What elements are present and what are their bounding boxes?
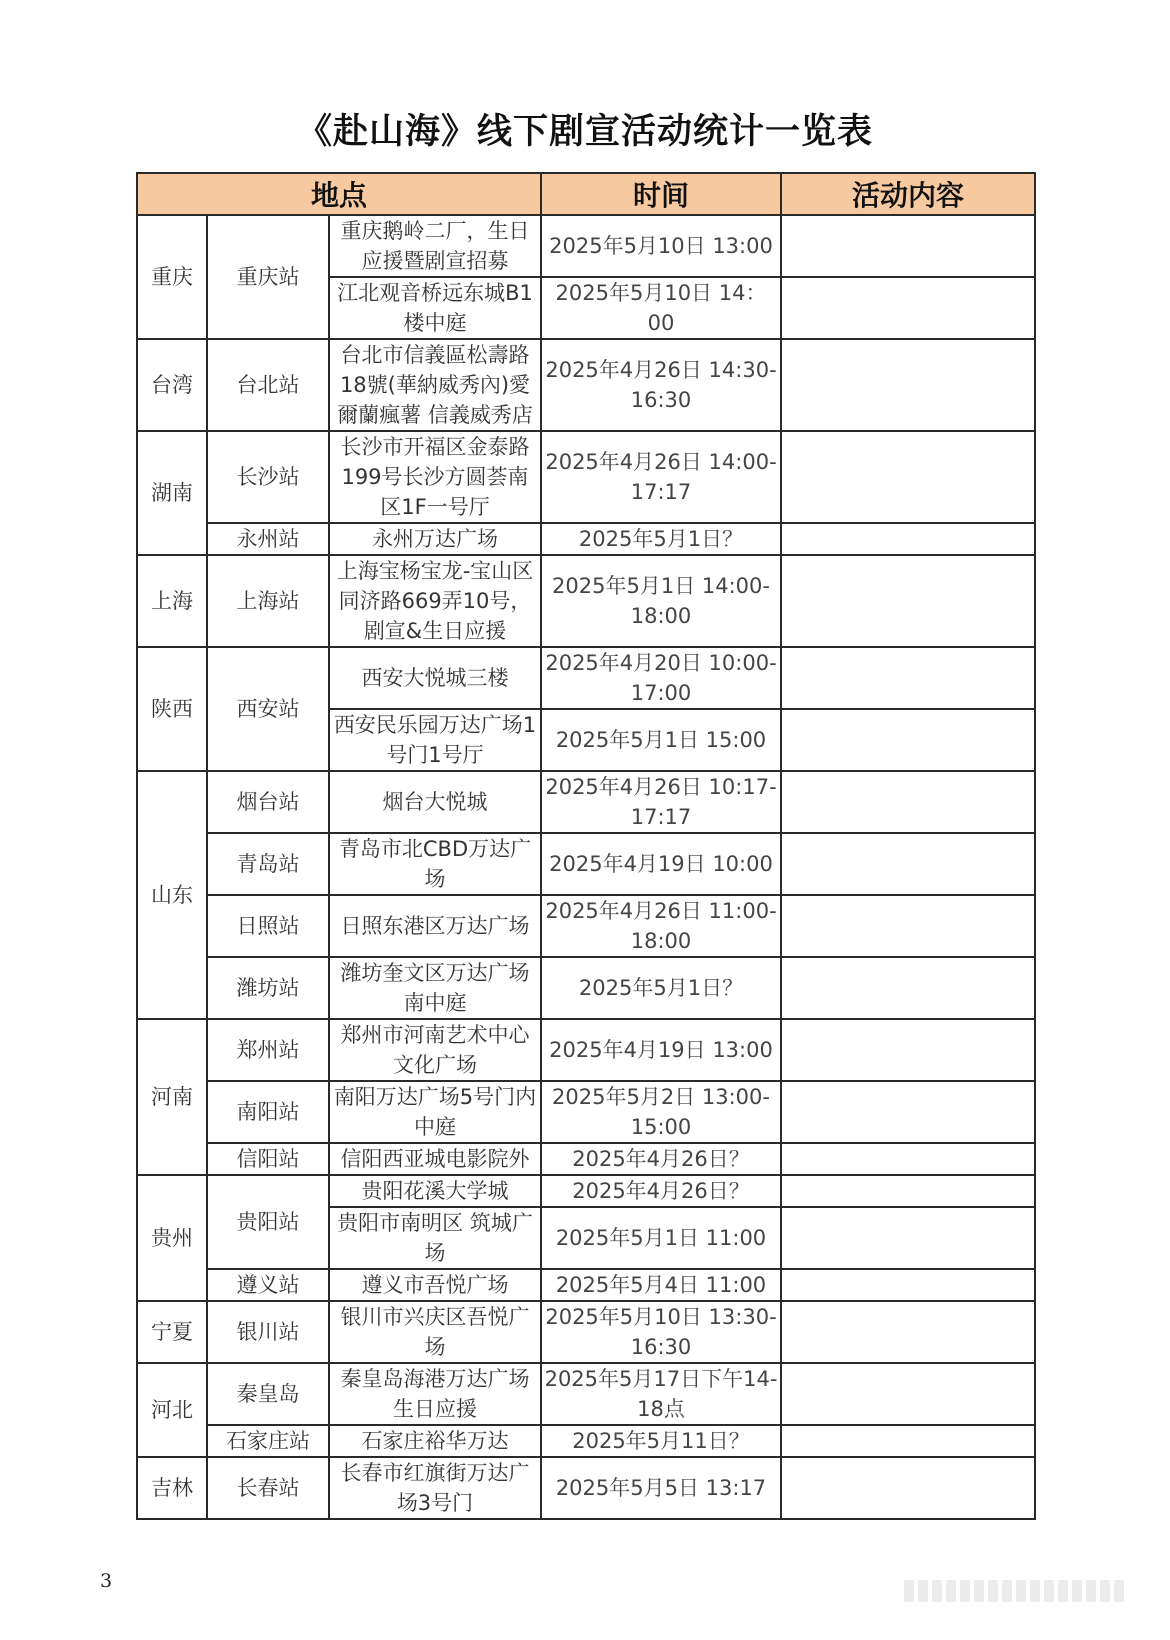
time-cell: 2025年5月17日下午14-18点 [541,1363,781,1425]
activity-table [136,172,1036,1520]
venue-cell: 贵阳市南明区 筑城广场 [329,1207,541,1269]
time-cell: 2025年5月1日 15:00 [541,709,781,771]
province-cell: 上海 [137,555,207,647]
time-cell: 2025年4月26日 11:00-18:00 [541,895,781,957]
province-cell: 河北 [137,1363,207,1457]
station-cell: 台北站 [207,339,329,431]
venue-cell: 秦皇岛海港万达广场生日应援 [329,1363,541,1425]
venue-cell: 青岛市北CBD万达广场 [329,833,541,895]
venue-cell: 台北市信義區松壽路18號(華納威秀內)愛爾蘭瘋薯 信義威秀店 [329,339,541,431]
venue-cell: 郑州市河南艺术中心文化广场 [329,1019,541,1081]
content-cell [781,1081,1035,1143]
venue-cell: 长春市红旗街万达广场3号门 [329,1457,541,1519]
province-cell: 宁夏 [137,1301,207,1363]
content-cell [781,1269,1035,1301]
table-row [137,215,1035,277]
table-row [137,1301,1035,1363]
venue-cell: 江北观音桥远东城B1楼中庭 [329,277,541,339]
content-cell [781,771,1035,833]
page-number: 3 [100,1570,113,1592]
station-cell: 日照站 [207,895,329,957]
content-cell [781,1175,1035,1207]
time-cell: 2025年5月1日 14:00-18:00 [541,555,781,647]
time-cell: 2025年5月1日 11:00 [541,1207,781,1269]
time-cell: 2025年4月19日 13:00 [541,1019,781,1081]
station-cell: 烟台站 [207,771,329,833]
venue-cell: 重庆鹅岭二厂，生日应援暨剧宣招募 [329,215,541,277]
header-time: 时间 [541,173,781,215]
table-row [137,833,1035,895]
province-cell: 湖南 [137,431,207,555]
station-cell: 上海站 [207,555,329,647]
content-cell [781,523,1035,555]
time-cell: 2025年5月5日 13:17 [541,1457,781,1519]
time-cell: 2025年4月26日 14:30-16:30 [541,339,781,431]
time-cell: 2025年5月10日 13:00 [541,215,781,277]
province-cell: 吉林 [137,1457,207,1519]
station-cell: 贵阳站 [207,1175,329,1269]
venue-cell: 烟台大悦城 [329,771,541,833]
venue-cell: 日照东港区万达广场 [329,895,541,957]
time-cell: 2025年4月26日？ [541,1143,781,1175]
content-cell [781,957,1035,1019]
table-row [137,1425,1035,1457]
venue-cell: 潍坊奎文区万达广场南中庭 [329,957,541,1019]
time-cell: 2025年5月1日？ [541,523,781,555]
venue-cell: 长沙市开福区金泰路199号长沙方圆荟南区1F一号厅 [329,431,541,523]
header-location: 地点 [137,173,541,215]
content-cell [781,1143,1035,1175]
content-cell [781,431,1035,523]
time-cell: 2025年4月26日 14:00-17:17 [541,431,781,523]
venue-cell: 西安民乐园万达广场1号门1号厅 [329,709,541,771]
station-cell: 秦皇岛 [207,1363,329,1425]
table-row [137,1363,1035,1425]
station-cell: 重庆站 [207,215,329,339]
content-cell [781,215,1035,277]
province-cell: 山东 [137,771,207,1019]
content-cell [781,1207,1035,1269]
venue-cell: 遵义市吾悦广场 [329,1269,541,1301]
content-cell [781,1301,1035,1363]
time-cell: 2025年5月10日 13:30-16:30 [541,1301,781,1363]
page-title: 《赴山海》线下剧宣活动统计一览表 [296,112,873,152]
province-cell: 贵州 [137,1175,207,1301]
watermark [904,1580,1124,1602]
station-cell: 长沙站 [207,431,329,523]
table-row [137,431,1035,523]
content-cell [781,1019,1035,1081]
content-cell [781,1457,1035,1519]
time-cell: 2025年5月11日？ [541,1425,781,1457]
content-cell [781,339,1035,431]
table-body [137,215,1035,1519]
time-cell: 2025年5月10日 14：00 [541,277,781,339]
province-cell: 河南 [137,1019,207,1175]
time-cell: 2025年5月1日？ [541,957,781,1019]
province-cell: 陕西 [137,647,207,771]
table-row [137,1269,1035,1301]
station-cell: 长春站 [207,1457,329,1519]
table-row [137,339,1035,431]
venue-cell: 西安大悦城三楼 [329,647,541,709]
header-content: 活动内容 [781,173,1035,215]
station-cell: 遵义站 [207,1269,329,1301]
content-cell [781,277,1035,339]
table-row [137,1081,1035,1143]
venue-cell: 永州万达广场 [329,523,541,555]
content-cell [781,895,1035,957]
table-row [137,555,1035,647]
station-cell: 信阳站 [207,1143,329,1175]
content-cell [781,1425,1035,1457]
time-cell: 2025年4月26日 10:17-17:17 [541,771,781,833]
venue-cell: 石家庄裕华万达 [329,1425,541,1457]
table-row [137,957,1035,1019]
station-cell: 郑州站 [207,1019,329,1081]
content-cell [781,709,1035,771]
table-row [137,895,1035,957]
station-cell: 西安站 [207,647,329,771]
venue-cell: 贵阳花溪大学城 [329,1175,541,1207]
station-cell: 青岛站 [207,833,329,895]
venue-cell: 上海宝杨宝龙-宝山区同济路669弄10号，剧宣&生日应援 [329,555,541,647]
content-cell [781,833,1035,895]
venue-cell: 南阳万达广场5号门内中庭 [329,1081,541,1143]
table-row [137,647,1035,709]
venue-cell: 银川市兴庆区吾悦广场 [329,1301,541,1363]
station-cell: 石家庄站 [207,1425,329,1457]
table-header-row [137,173,1035,215]
content-cell [781,1363,1035,1425]
table-row [137,1143,1035,1175]
time-cell: 2025年5月4日 11:00 [541,1269,781,1301]
station-cell: 银川站 [207,1301,329,1363]
table-row [137,771,1035,833]
station-cell: 潍坊站 [207,957,329,1019]
time-cell: 2025年5月2日 13:00-15:00 [541,1081,781,1143]
station-cell: 南阳站 [207,1081,329,1143]
time-cell: 2025年4月26日？ [541,1175,781,1207]
time-cell: 2025年4月19日 10:00 [541,833,781,895]
table-row [137,1019,1035,1081]
station-cell: 永州站 [207,523,329,555]
content-cell [781,647,1035,709]
province-cell: 重庆 [137,215,207,339]
province-cell: 台湾 [137,339,207,431]
table-row [137,1457,1035,1519]
time-cell: 2025年4月20日 10:00-17:00 [541,647,781,709]
content-cell [781,555,1035,647]
table-row [137,1175,1035,1207]
venue-cell: 信阳西亚城电影院外 [329,1143,541,1175]
table-row [137,523,1035,555]
